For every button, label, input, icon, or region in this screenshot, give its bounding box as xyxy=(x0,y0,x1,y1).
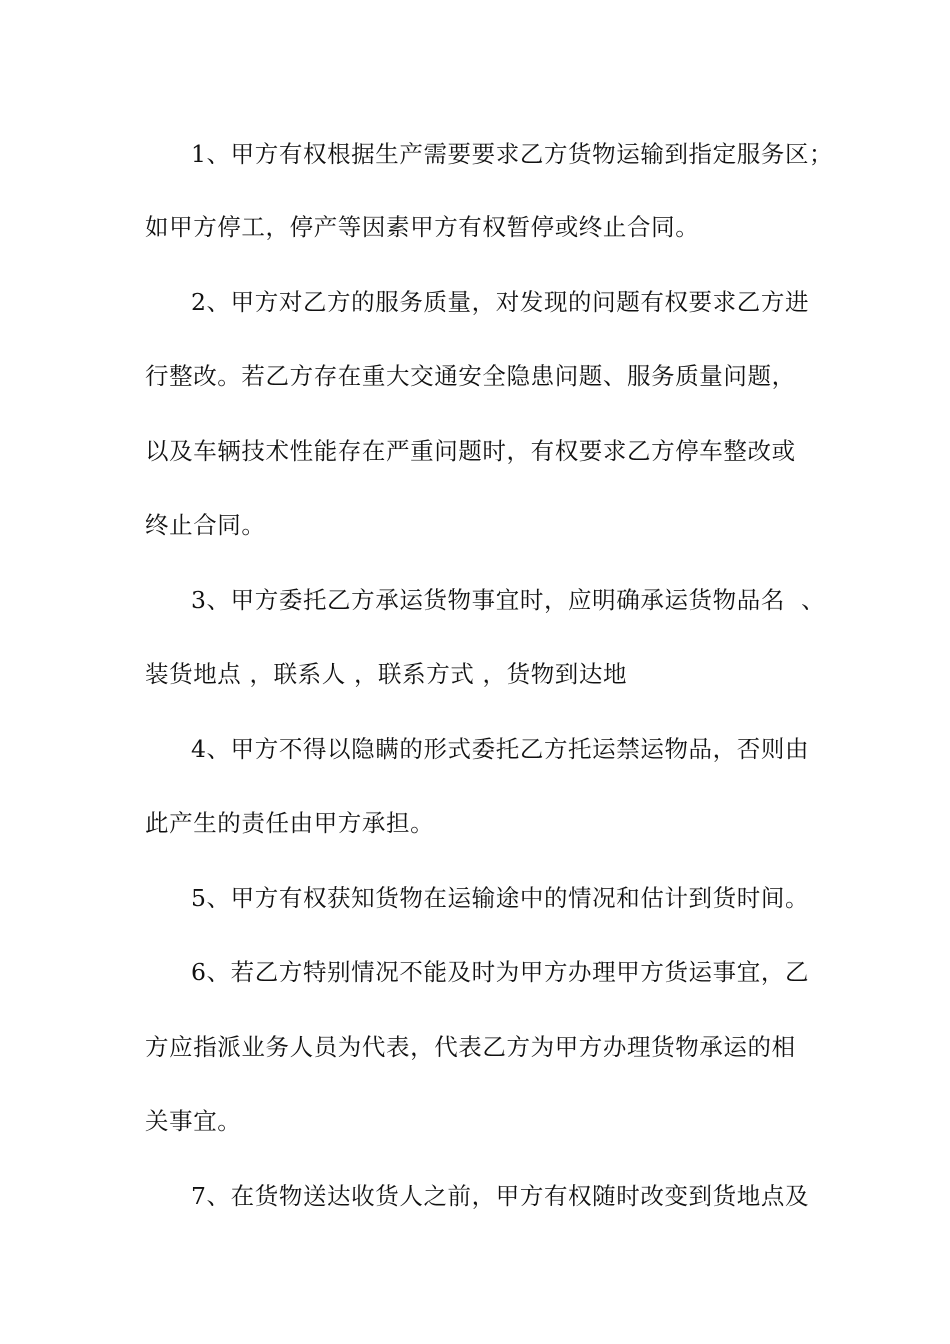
clause-2-line-4: 终止合同。 xyxy=(145,511,266,539)
clause-1-line-2: 如甲方停工，停产等因素甲方有权暂停或终止合同。 xyxy=(145,213,700,241)
clause-5-line-1: 5、甲方有权获知货物在运输途中的情况和估计到货时间。 xyxy=(191,884,810,912)
clause-6-line-3: 关事宜。 xyxy=(145,1107,242,1135)
clause-4-line-2: 此产生的责任由甲方承担。 xyxy=(145,809,435,837)
clause-4-line-1: 4、甲方不得以隐瞒的形式委托乙方托运禁运物品，否则由 xyxy=(191,735,810,763)
clause-2-line-2: 行整改。若乙方存在重大交通安全隐患问题、服务质量问题， xyxy=(145,362,796,390)
clause-6-line-1: 6、若乙方特别情况不能及时为甲方办理甲方货运事宜，乙 xyxy=(191,958,810,986)
clause-2-line-1: 2、甲方对乙方的服务质量，对发现的问题有权要求乙方进 xyxy=(191,288,810,316)
clause-3-line-2: 装货地点 ，联系人 ，联系方式 ，货物到达地 xyxy=(145,660,628,688)
clause-1-line-1: 1、甲方有权根据生产需要要求乙方货物运输到指定服务区； xyxy=(191,140,834,168)
clause-3-line-1: 3、甲方委托乙方承运货物事宜时，应明确承运货物品名 、 xyxy=(191,586,826,614)
clause-6-line-2: 方应指派业务人员为代表，代表乙方为甲方办理货物承运的相 xyxy=(145,1033,796,1061)
clause-7-line-1: 7、在货物送达收货人之前，甲方有权随时改变到货地点及 xyxy=(191,1182,810,1210)
clause-2-line-3: 以及车辆技术性能存在严重问题时，有权要求乙方停车整改或 xyxy=(145,437,796,465)
